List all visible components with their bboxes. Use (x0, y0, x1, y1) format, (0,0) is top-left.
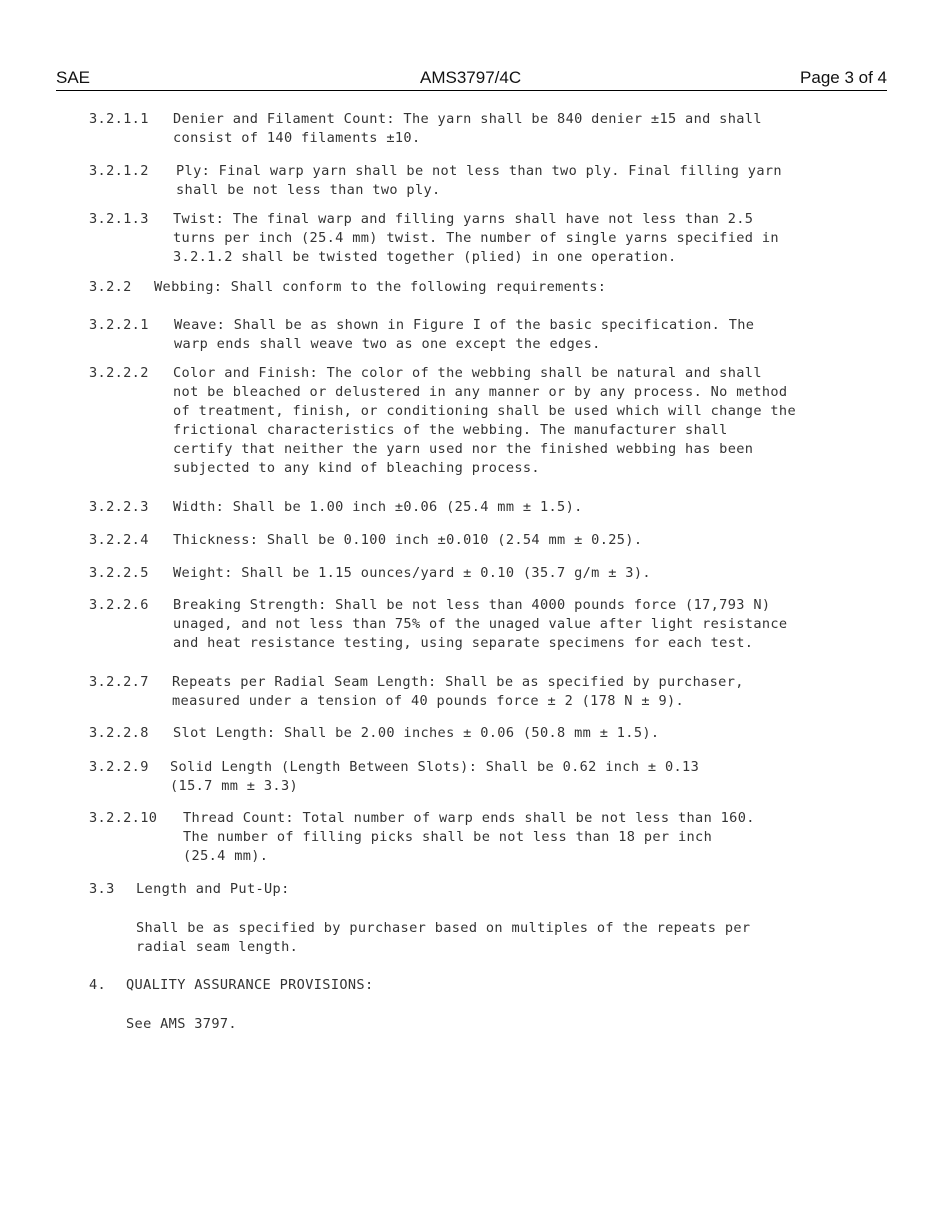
paragraph-line: Twist: The final warp and filling yarns shall have not less than 2.5 (173, 211, 754, 227)
section-number: 3.2.2 (89, 279, 132, 295)
paragraph-line: Ply: Final warp yarn shall be not less than two ply. Final filling yarn (176, 163, 782, 179)
section-heading: Length and Put-Up: (136, 881, 290, 897)
section-heading: QUALITY ASSURANCE PROVISIONS: (126, 977, 374, 993)
section-number: 3.2.2.7 (89, 674, 149, 690)
paragraph-line: subjected to any kind of bleaching process. (173, 460, 540, 476)
paragraph-line: certify that neither the yarn used nor the finished webbing has been (173, 441, 754, 457)
paragraph-line: measured under a tension of 40 pounds force ± 2 (178 N ± 9). (172, 693, 685, 709)
paragraph-line: Weight: Shall be 1.15 ounces/yard ± 0.10 (35.7 g/m ± 3). (173, 565, 651, 581)
section-number: 3.2.2.9 (89, 759, 149, 775)
paragraph-line: Shall be as specified by purchaser based on multiples of the repeats per (136, 920, 751, 936)
paragraph-line: and heat resistance testing, using separate specimens for each test. (173, 635, 754, 651)
section-number: 3.2.1.1 (89, 111, 149, 127)
section-number: 3.2.2.10 (89, 810, 158, 826)
paragraph-line: turns per inch (25.4 mm) twist. The number of single yarns specified in (173, 230, 779, 246)
paragraph-line: Solid Length (Length Between Slots): Shall be 0.62 inch ± 0.13 (170, 759, 700, 775)
paragraph-line: of treatment, finish, or conditioning shall be used which will change the (173, 403, 796, 419)
section-number: 3.2.2.6 (89, 597, 149, 613)
section-number: 3.2.2.8 (89, 725, 149, 741)
paragraph-line: (15.7 mm ± 3.3) (170, 778, 299, 794)
paragraph-line: consist of 140 filaments ±10. (173, 130, 421, 146)
paragraph-line: Slot Length: Shall be 2.00 inches ± 0.06 (50.8 mm ± 1.5). (173, 725, 660, 741)
header-organization: SAE (56, 68, 91, 87)
paragraph-line: Weave: Shall be as shown in Figure I of the basic specification. The (174, 317, 755, 333)
page-header (56, 68, 887, 91)
paragraph-line: Thickness: Shall be 0.100 inch ±0.010 (2.54 mm ± 0.25). (173, 532, 643, 548)
paragraph-line: Width: Shall be 1.00 inch ±0.06 (25.4 mm ± 1.5). (173, 499, 583, 515)
paragraph-line: frictional characteristics of the webbing. The manufacturer shall (173, 422, 728, 438)
paragraph-line: See AMS 3797. (126, 1016, 237, 1032)
section-number: 3.2.2.2 (89, 365, 149, 381)
section-number: 3.2.1.2 (89, 163, 149, 179)
paragraph-line: radial seam length. (136, 939, 299, 955)
paragraph-line: 3.2.1.2 shall be twisted together (plied) in one operation. (173, 249, 677, 265)
section-number: 3.2.1.3 (89, 211, 149, 227)
header-document-number: AMS3797/4C (420, 68, 522, 87)
paragraph-line: Repeats per Radial Seam Length: Shall be as specified by purchaser, (172, 674, 744, 690)
paragraph-line: Thread Count: Total number of warp ends shall be not less than 160. (183, 810, 755, 826)
paragraph-line: Breaking Strength: Shall be not less than 4000 pounds force (17,793 N) (173, 597, 771, 613)
section-number: 4. (89, 977, 107, 993)
paragraph-line: not be bleached or delustered in any manner or by any process. No method (173, 384, 788, 400)
section-number: 3.2.2.4 (89, 532, 149, 548)
section-number: 3.2.2.5 (89, 565, 149, 581)
paragraph-line: Color and Finish: The color of the webbing shall be natural and shall (173, 365, 762, 381)
paragraph-line: (25.4 mm). (183, 848, 269, 864)
section-number: 3.2.2.3 (89, 499, 149, 515)
header-page-number: Page 3 of 4 (800, 68, 887, 87)
paragraph-line: unaged, and not less than 75% of the unaged value after light resistance (173, 616, 788, 632)
paragraph-line: warp ends shall weave two as one except the edges. (174, 336, 601, 352)
paragraph-line: The number of filling picks shall be not less than 18 per inch (183, 829, 713, 845)
paragraph-line: Webbing: Shall conform to the following requirements: (154, 279, 607, 295)
paragraph-line: Denier and Filament Count: The yarn shall be 840 denier ±15 and shall (173, 111, 762, 127)
paragraph-line: shall be not less than two ply. (176, 182, 441, 198)
section-number: 3.3 (89, 881, 115, 897)
section-number: 3.2.2.1 (89, 317, 149, 333)
